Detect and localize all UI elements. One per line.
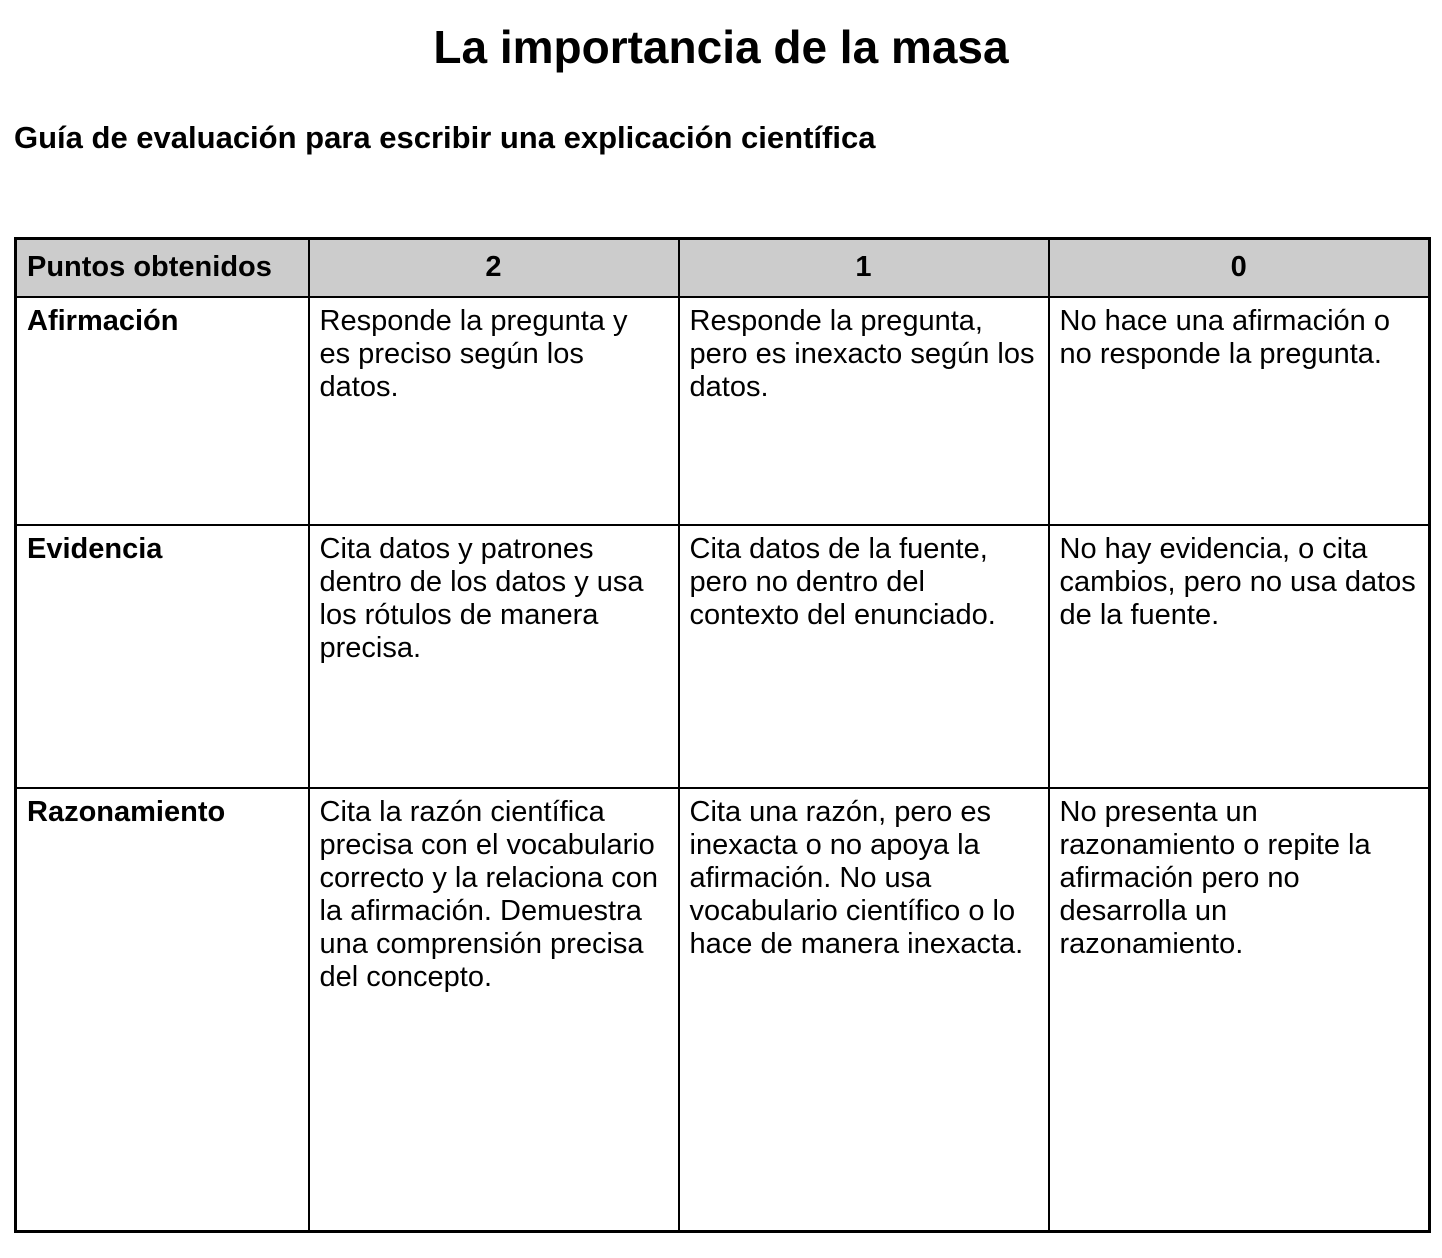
header-cell-score-0: 0	[1049, 239, 1430, 297]
cell-razonamiento-score-2: Cita la razón científica precisa con el vocabulario correcto y la relaciona con la afirmación. Demuestra una comprensión precisa del concepto.	[309, 788, 679, 1232]
header-cell-score-2: 2	[309, 239, 679, 297]
cell-evidencia-score-1: Cita datos de la fuente, pero no dentro del contexto del enunciado.	[679, 525, 1049, 788]
cell-afirmacion-score-1: Responde la pregunta, pero es inexacto según los datos.	[679, 297, 1049, 525]
table-row-razonamiento	[16, 788, 1430, 1232]
row-label-razonamiento: Razonamiento	[16, 788, 309, 1232]
cell-razonamiento-score-1: Cita una razón, pero es inexacta o no apoya la afirmación. No usa vocabulario científico o lo hace de manera inexacta.	[679, 788, 1049, 1232]
cell-evidencia-score-2: Cita datos y patrones dentro de los datos y usa los rótulos de manera precisa.	[309, 525, 679, 788]
header-cell-score-1: 1	[679, 239, 1049, 297]
cell-evidencia-score-0: No hay evidencia, o cita cambios, pero no usa datos de la fuente.	[1049, 525, 1430, 788]
header-cell-puntos-obtenidos: Puntos obtenidos	[16, 239, 309, 297]
row-label-evidencia: Evidencia	[16, 525, 309, 788]
rubric-table	[14, 237, 1431, 1233]
header-row	[16, 239, 1430, 297]
cell-afirmacion-score-0: No hace una afirmación o no responde la pregunta.	[1049, 297, 1430, 525]
table-row-evidencia	[16, 525, 1430, 788]
cell-razonamiento-score-0: No presenta un razonamiento o repite la afirmación pero no desarrolla un razonamiento.	[1049, 788, 1430, 1232]
row-label-afirmacion: Afirmación	[16, 297, 309, 525]
page-subtitle: Guía de evaluación para escribir una explicación científica	[14, 120, 876, 155]
cell-afirmacion-score-2: Responde la pregunta y es preciso según los datos.	[309, 297, 679, 525]
page-title: La importancia de la masa	[433, 21, 1009, 73]
table-row-afirmacion	[16, 297, 1430, 525]
